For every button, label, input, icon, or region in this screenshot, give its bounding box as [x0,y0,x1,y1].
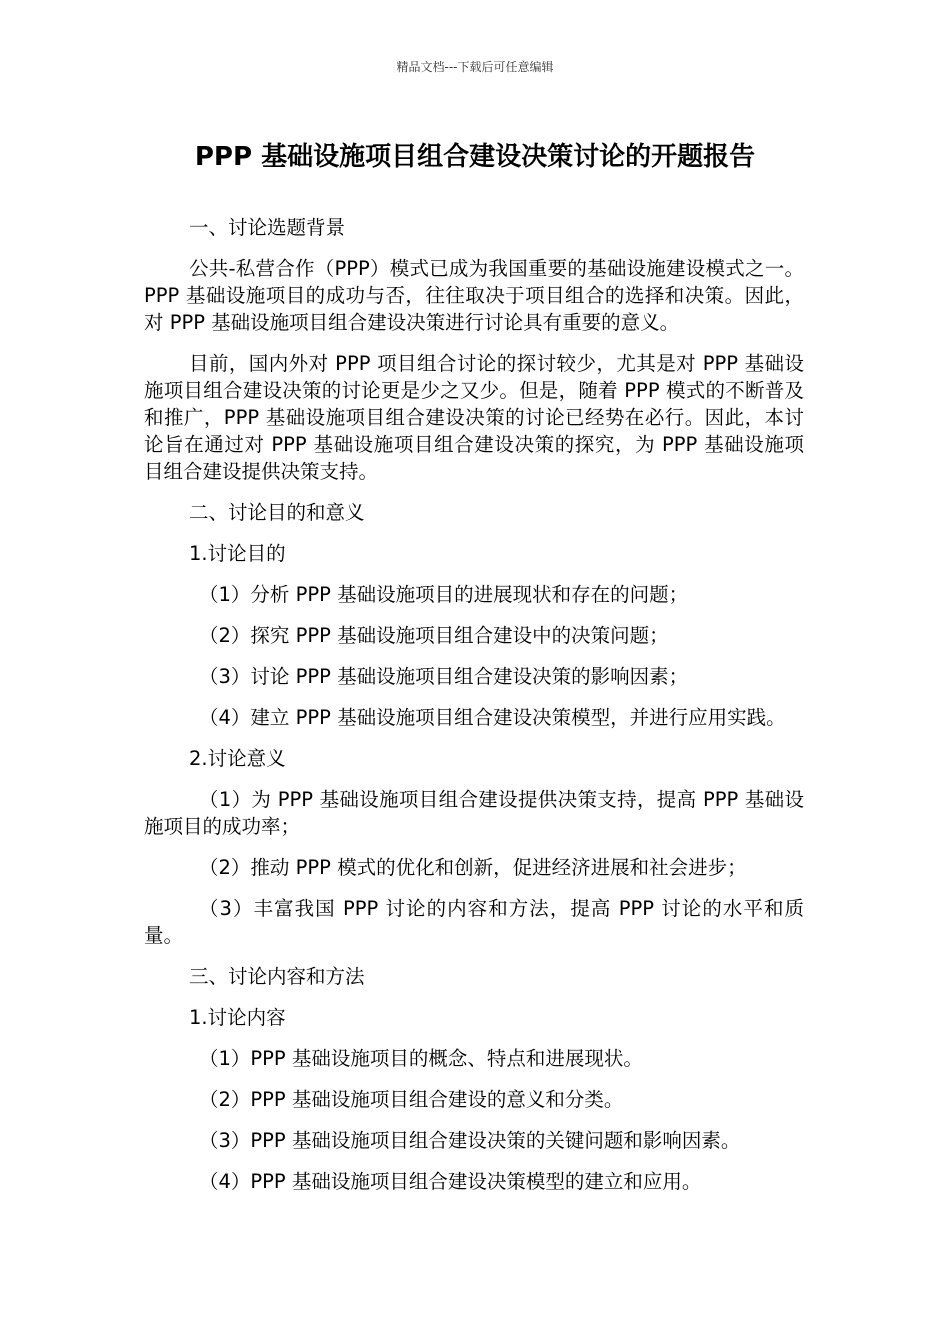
list-item-content-2: （2）PPP 基础设施项目组合建设的意义和分类。 [199,1088,624,1111]
subheading-significance: 2.讨论意义 [189,747,286,770]
list-item-significance-1: （1）为 PPP 基础设施项目组合建设提供决策支持，提高 PPP 基础设施项目的成功率； [144,788,804,838]
section-heading-content: 三、讨论内容和方法 [189,965,365,988]
subheading-content: 1.讨论内容 [189,1006,286,1029]
document-title: PPP 基础设施项目组合建设决策讨论的开题报告 [194,142,756,172]
list-item-purpose-3: （3）讨论 PPP 基础设施项目组合建设决策的影响因素； [199,665,689,688]
list-item-content-3: （3）PPP 基础设施项目组合建设决策的关键问题和影响因素。 [199,1129,741,1152]
section-heading-background: 一、讨论选题背景 [189,216,346,239]
header-note: 精品文档---下载后可任意编辑 [396,60,554,74]
list-item-significance-2: （2）推动 PPP 模式的优化和创新，促进经济进展和社会进步； [199,856,747,879]
list-item-purpose-1: （1）分析 PPP 基础设施项目的进展现状和存在的问题； [199,583,689,606]
list-item-significance-3: （3）丰富我国 PPP 讨论的内容和方法，提高 PPP 讨论的水平和质量。 [144,897,804,947]
subheading-purpose: 1.讨论目的 [189,542,286,565]
list-item-purpose-4: （4）建立 PPP 基础设施项目组合建设决策模型，并进行应用实践。 [199,706,786,729]
paragraph-background-2: 目前，国内外对 PPP 项目组合讨论的探讨较少，尤其是对 PPP 基础设施项目组合建设决策的讨论更是少之又少。但是，随着 PPP 模式的不断普及和推广，PPP 基础设施项目组合建设决策的讨论已经势在必行。因此，本讨论旨在通过对 PPP 基础设施项目组合建设决策的探究，为 PPP 基础设施项目组合建设提供决策支持。 [144,352,804,483]
list-item-content-4: （4）PPP 基础设施项目组合建设决策模型的建立和应用。 [199,1170,702,1193]
list-item-content-1: （1）PPP 基础设施项目的概念、特点和进展现状。 [199,1047,643,1070]
list-item-purpose-2: （2）探究 PPP 基础设施项目组合建设中的决策问题； [199,624,669,647]
paragraph-background-1: 公共-私营合作（PPP）模式已成为我国重要的基础设施建设模式之一。PPP 基础设施项目的成功与否，往往取决于项目组合的选择和决策。因此，对 PPP 基础设施项目组合建设决策进行讨论具有重要的意义。 [144,257,804,334]
section-heading-purpose: 二、讨论目的和意义 [189,501,365,524]
document-body [144,214,804,1195]
